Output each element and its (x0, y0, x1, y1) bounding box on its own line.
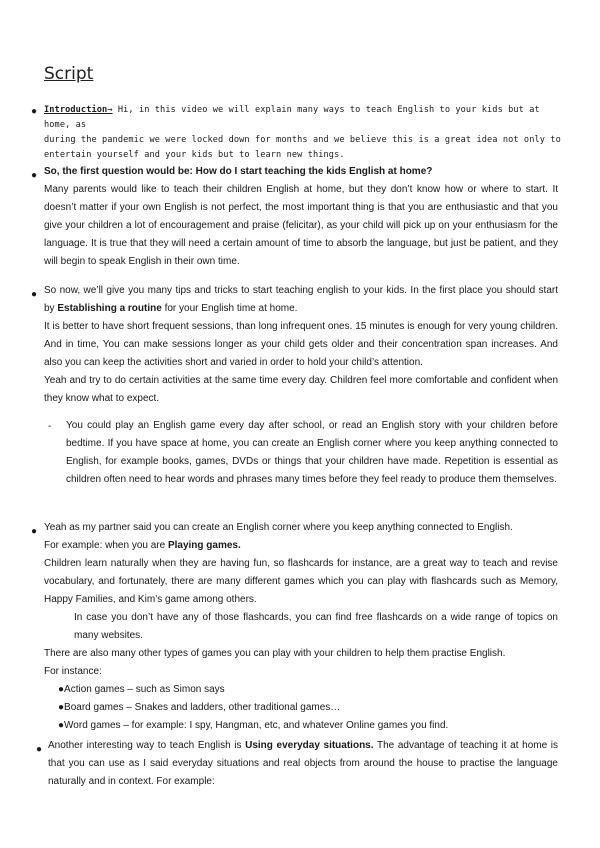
games-paragraph-1: Children learn naturally when they are having fun, so flashcards for instance, are a great way to teach and revise vocabulary, and fortunately, there are many different games which you can play with flashcards such as Memory, Happy Families, and Kim’s game among others. (44, 558, 558, 605)
games-paragraph-2: There are also many other types of games you can play with your children to help them practise English. (44, 648, 506, 659)
games-indent-paragraph: In case you don’t have any of those flashcards, you can find free flashcards on a wide range of topics on many websites. (74, 612, 558, 641)
intro-line-1: Hi, in this video we will explain many ways to teach English to your kids but at home, as (44, 105, 540, 130)
everyday-bold: Using everyday situations. (245, 740, 374, 751)
bullet-icon: ● (31, 526, 38, 537)
routine-example: You could play an English game every day after school, or read an English story with your children before bedtime. If you have space at home, you can create an English corner where you keep anything connected to English, for example books, games, DVDs or things that your children have made. Repetition is essential as children often need to hear words and phrases many times before they feel ready to produce them themselves. (66, 420, 558, 485)
games-bold: Playing games. (167, 540, 241, 551)
everyday-text: Another interesting way to teach English is (48, 740, 246, 751)
list-item: ●Action games – such as Simon says (58, 684, 225, 695)
intro-label: Introduction (44, 105, 108, 115)
list-item: ●Board games – Snakes and ladders, other traditional games… (58, 702, 341, 713)
games-line-2-text: For example: when you are (44, 540, 168, 551)
list-item: ●Word games – for example: I spy, Hangman, etc, and whatever Online games you find. (58, 720, 449, 731)
routine-intro-end: for your English time at home. (161, 303, 298, 314)
routine-intro (44, 282, 558, 318)
section-routine (44, 282, 558, 408)
bullet-icon: ● (31, 106, 38, 117)
routine-paragraph-2: Yeah and try to do certain activities at the same time every day. Children feel more comfortable and confident when they know what to expect. (44, 375, 558, 404)
bullet-icon: ● (31, 289, 38, 300)
intro-arrow: → (107, 105, 113, 115)
bullet-icon: ● (36, 744, 43, 755)
section-first-question (44, 163, 558, 271)
games-line-2 (44, 537, 560, 555)
bullet-icon: ● (31, 170, 38, 181)
section-text: Many parents would like to teach their children English at home, but they don’t know how or where to start. It doesn’t matter if your own English is not perfect, the most important thing is that you are enthusiastic and that you give your children a lot of encouragement and praise (felicitar), as your child will pick up on your enthusiasm for the language. It is true that they will need a certain amount of time to absorb the language, but just be patient, and they will begin to speak English in their own time. (44, 184, 558, 267)
games-line-1: Yeah as my partner said you can create an English corner where you keep anything connected to English. (44, 522, 513, 533)
section-everyday (48, 737, 558, 791)
intro-line-3: entertain yourself and your kids but to learn new things. (44, 150, 345, 160)
routine-intro-text: So now, we’ll give you many tips and tricks to start teaching english to your kids. In the first place you should start by (44, 285, 558, 314)
routine-paragraph-1: It is better to have short frequent sessions, than long infrequent ones. 15 minutes is enough for very young children. And in time, You can make sessions longer as your child gets older and their concentration span increases. And also you can keep the activities short and varied in order to hold your child’s attention. (44, 321, 558, 368)
section-games (44, 519, 560, 555)
intro-paragraph (44, 103, 564, 163)
page-title: Script (44, 64, 94, 84)
games-paragraph-3: For instance: (44, 666, 102, 677)
section-heading: So, the first question would be: How do I start teaching the kids English at home? (44, 166, 433, 177)
everyday-paragraph (48, 737, 558, 791)
intro-line-2: during the pandemic we were locked down for months and we believe this is a great idea not only to (44, 135, 561, 145)
games-list (58, 681, 558, 735)
everyday-text-end: The advantage of teaching it at home is that you can use as I said everyday situations and real objects from around the house to practise the language naturally and in context. For example: (48, 740, 558, 787)
dash-marker: - (48, 421, 52, 432)
routine-bold: Establishing a routine (57, 303, 162, 314)
games-more (44, 645, 560, 681)
